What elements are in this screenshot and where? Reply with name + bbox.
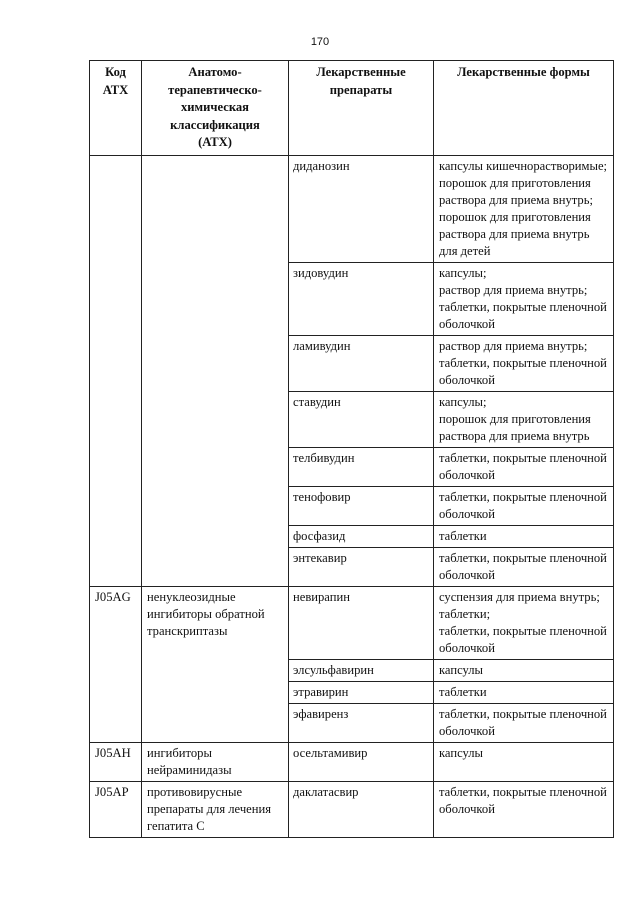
table-body (90, 155, 614, 837)
page-number: 170 (310, 36, 330, 48)
dosage-form-item: таблетки (439, 528, 487, 543)
table-row (90, 742, 614, 781)
dosage-form-item: таблетки (439, 684, 487, 699)
dosage-form-item: порошок для приготовления раствора для приема внутрь для детей (439, 209, 591, 258)
drug-name-cell: осельтамивир (289, 742, 434, 781)
dosage-form-item: капсулы (439, 745, 484, 760)
classification-cell (142, 742, 289, 781)
drug-name-cell: эфавиренз (289, 703, 434, 742)
dosage-form-item: порошок для приготовления раствора для приема внутрь; (439, 175, 593, 207)
atx-code-cell (90, 155, 142, 586)
classification-text: ингибиторы нейраминидазы (147, 745, 232, 777)
drug-name-cell: этравирин (289, 681, 434, 703)
dosage-forms-cell (434, 659, 614, 681)
header-code: Код АТХ (90, 61, 142, 156)
drug-name-cell: диданозин (289, 155, 434, 262)
header-forms: Лекарственные формы (434, 61, 614, 156)
dosage-form-item: таблетки, покрытые пленочной оболочкой (439, 550, 607, 582)
dosage-form-item: раствор для приема внутрь; (439, 338, 588, 353)
drug-name-cell: фосфазид (289, 525, 434, 547)
dosage-forms-cell (434, 547, 614, 586)
dosage-form-item: таблетки, покрытые пленочной оболочкой (439, 450, 607, 482)
drug-name-cell: ставудин (289, 391, 434, 447)
dosage-forms-cell (434, 742, 614, 781)
table-row (90, 781, 614, 837)
drug-name-cell: тенофовир (289, 486, 434, 525)
drug-name-cell: ламивудин (289, 335, 434, 391)
dosage-form-item: капсулы; (439, 265, 487, 280)
dosage-form-item: раствор для приема внутрь; (439, 282, 588, 297)
header-classification: Анатомо- терапевтическо- химическая классификация (АТХ) (142, 61, 289, 156)
dosage-forms-cell (434, 586, 614, 659)
classification-cell (142, 155, 289, 586)
dosage-forms-cell (434, 447, 614, 486)
drug-name-cell: телбивудин (289, 447, 434, 486)
dosage-form-item: таблетки, покрытые пленочной оболочкой (439, 355, 607, 387)
classification-text: противовирусные препараты для лечения гепатита С (147, 784, 272, 833)
drug-name-cell: энтекавир (289, 547, 434, 586)
classification-text: ненуклеозидные ингибиторы обратной транскриптазы (147, 589, 265, 638)
dosage-form-item: суспензия для приема внутрь; (439, 589, 600, 604)
atx-code-cell: J05AG (90, 586, 142, 742)
dosage-form-item: порошок для приготовления раствора для приема внутрь (439, 411, 591, 443)
dosage-forms-cell (434, 681, 614, 703)
drug-name-cell: даклатасвир (289, 781, 434, 837)
dosage-form-item: таблетки, покрытые пленочной оболочкой (439, 299, 607, 331)
dosage-form-item: капсулы (439, 662, 484, 677)
header-row (90, 61, 614, 156)
table-row (90, 155, 614, 262)
atx-table (89, 60, 614, 838)
dosage-forms-cell (434, 781, 614, 837)
dosage-forms-cell (434, 155, 614, 262)
dosage-form-item: таблетки, покрытые пленочной оболочкой (439, 706, 607, 738)
dosage-forms-cell (434, 335, 614, 391)
dosage-forms-cell (434, 703, 614, 742)
table-header (90, 61, 614, 156)
classification-cell (142, 781, 289, 837)
drug-name-cell: невирапин (289, 586, 434, 659)
table-row (90, 586, 614, 659)
drug-name-cell: элсульфавирин (289, 659, 434, 681)
dosage-form-item: таблетки; (439, 606, 491, 621)
drug-name-cell: зидовудин (289, 262, 434, 335)
atx-code-cell: J05AH (90, 742, 142, 781)
atx-code-cell: J05AP (90, 781, 142, 837)
header-drugs: Лекарственные препараты (289, 61, 434, 156)
dosage-forms-cell (434, 486, 614, 525)
dosage-forms-cell (434, 391, 614, 447)
dosage-form-item: таблетки, покрытые пленочной оболочкой (439, 784, 607, 816)
dosage-form-item: таблетки, покрытые пленочной оболочкой (439, 623, 607, 655)
classification-cell (142, 586, 289, 742)
dosage-form-item: капсулы кишечнорастворимые; (439, 158, 608, 173)
dosage-form-item: капсулы; (439, 394, 487, 409)
dosage-forms-cell (434, 262, 614, 335)
dosage-forms-cell (434, 525, 614, 547)
dosage-form-item: таблетки, покрытые пленочной оболочкой (439, 489, 607, 521)
